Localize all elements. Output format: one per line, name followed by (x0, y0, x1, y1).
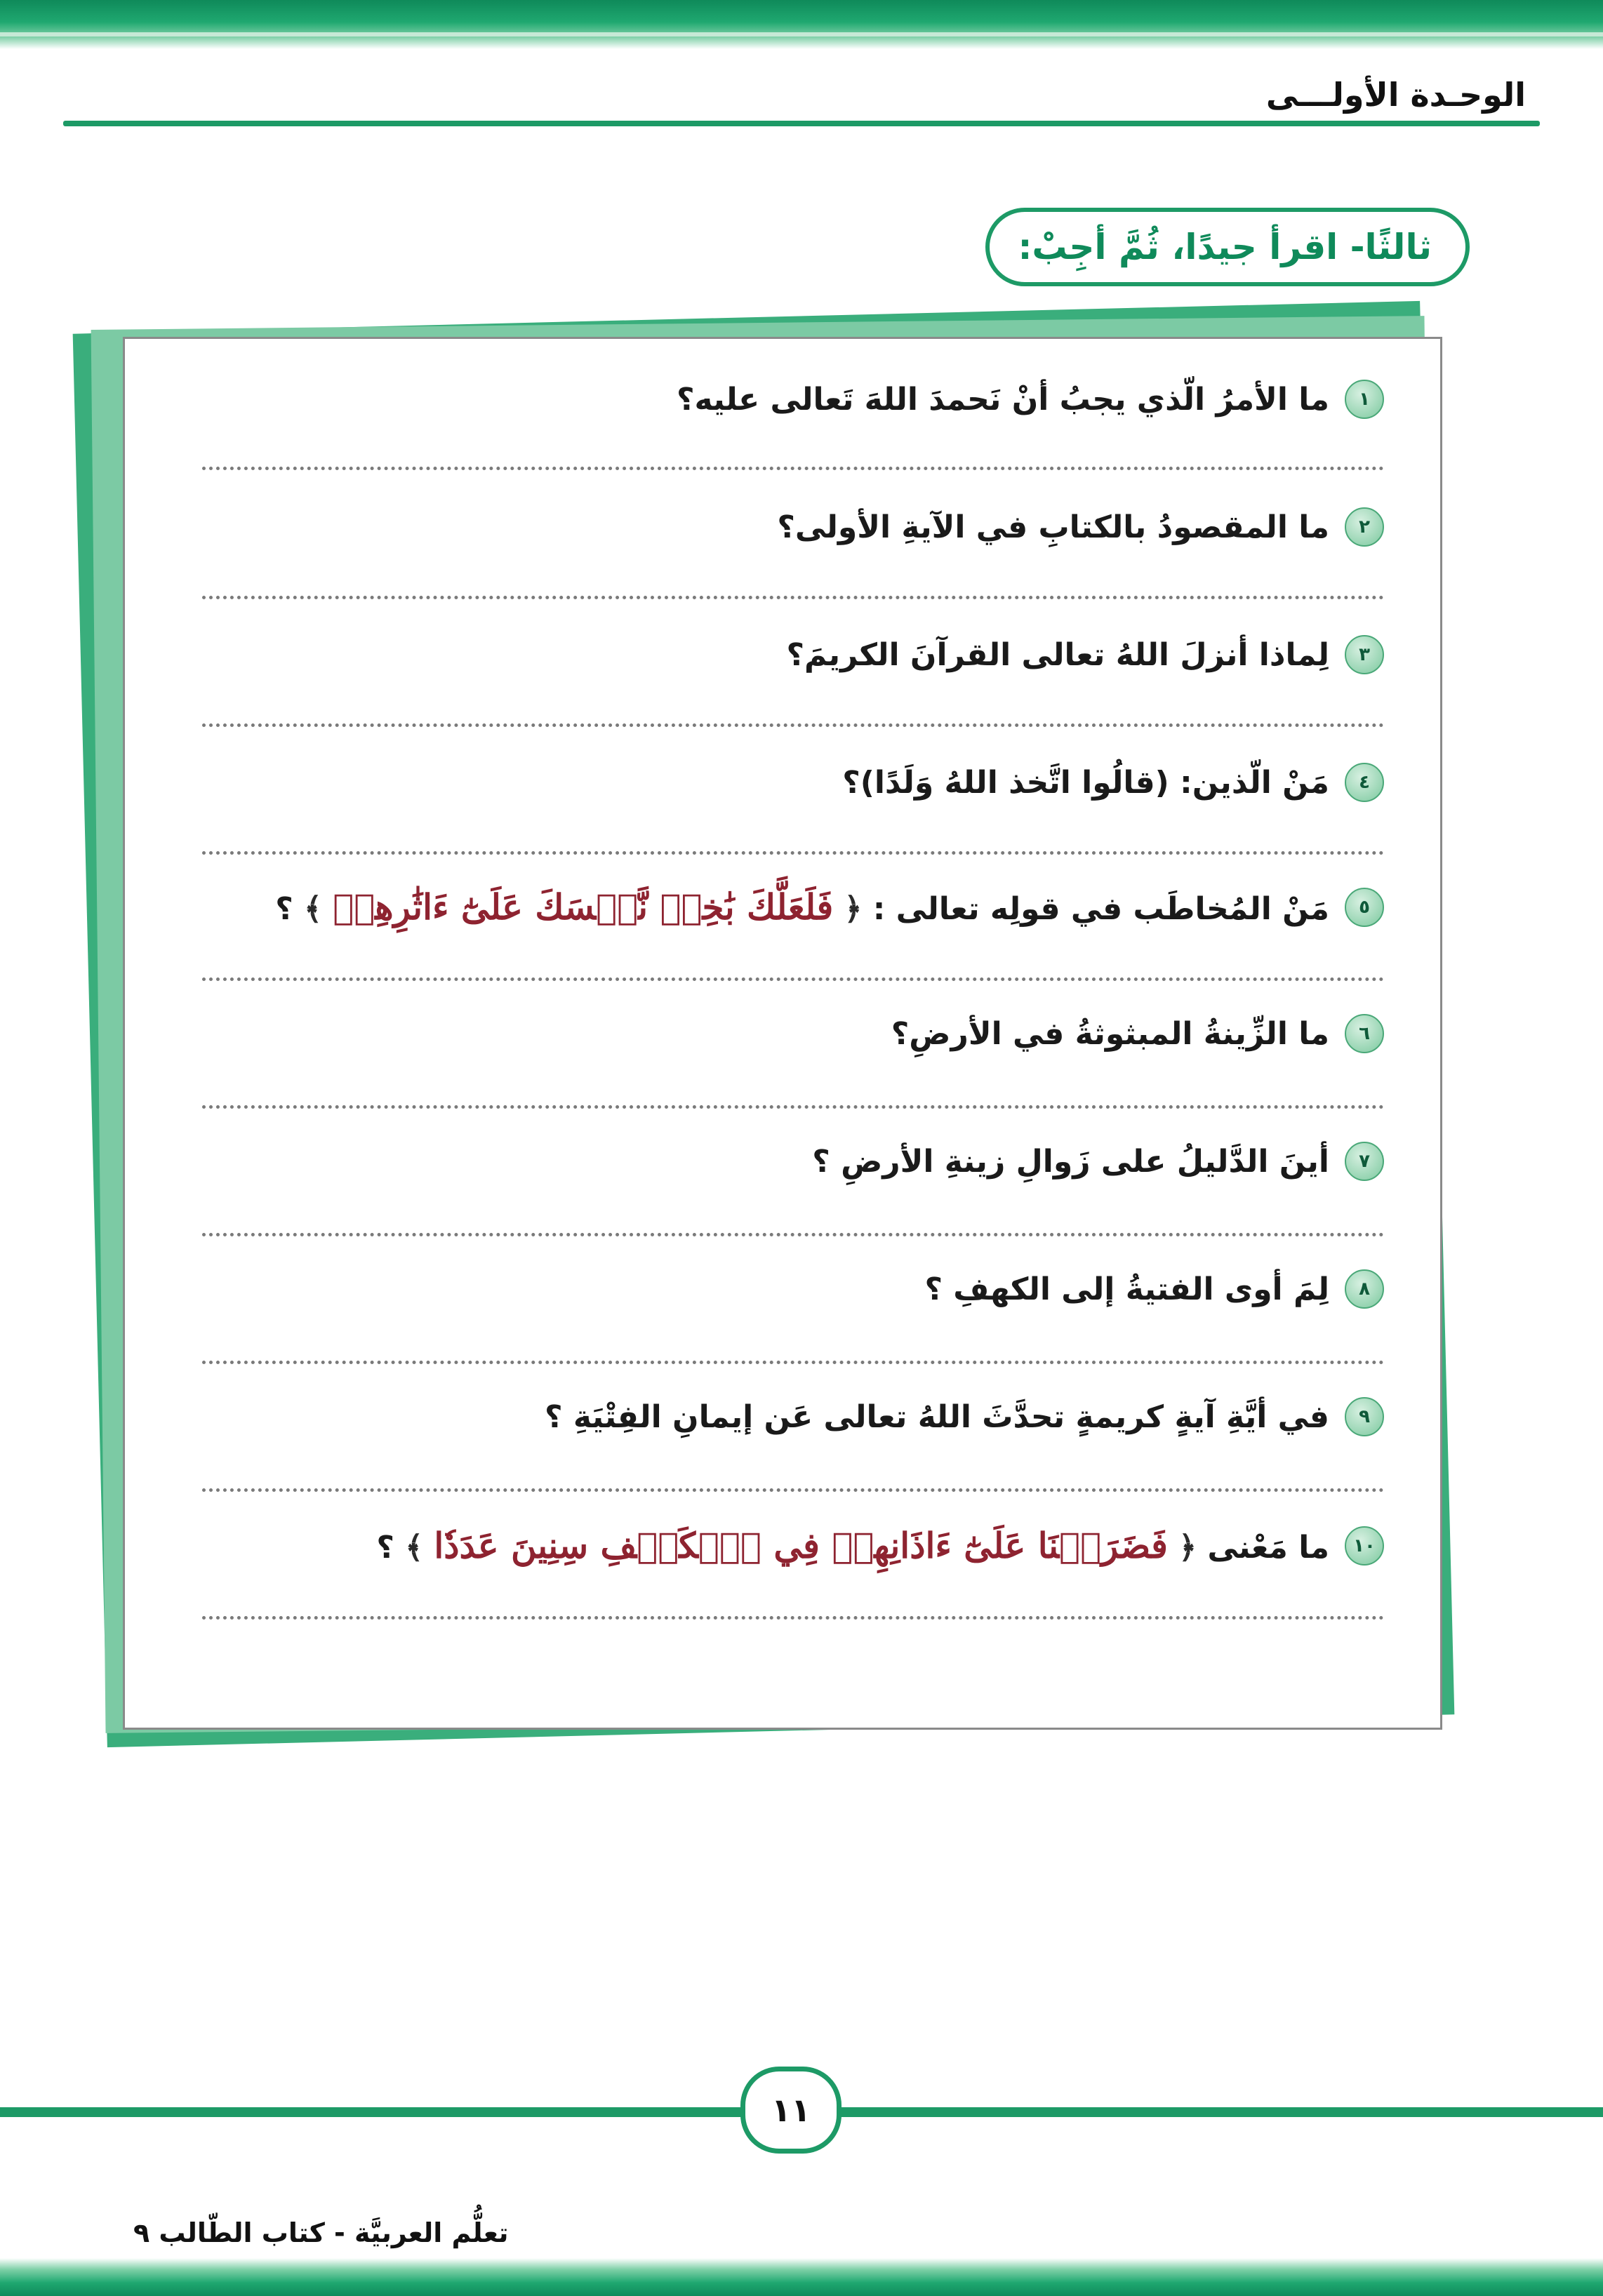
answer-line-4[interactable] (202, 851, 1384, 855)
question-text: أينَ الدَّليلُ على زَوالِ زينةِ الأرضِ ؟ (812, 1143, 1329, 1180)
quran-close-bracket-icon: ﴾ (304, 891, 322, 927)
question-number-badge: ٣ (1345, 635, 1384, 674)
question-mark: ؟ (376, 1530, 394, 1566)
question-4 (842, 763, 1384, 802)
question-text (275, 886, 1329, 928)
question-number-badge: ٤ (1345, 763, 1384, 802)
answer-line-8[interactable] (202, 1361, 1384, 1364)
question-9 (545, 1397, 1384, 1436)
questions-card (123, 337, 1442, 1730)
quran-verse: فَضَرَبۡنَا عَلَىٰٓ ءَاذَانِهِمۡ فِي ٱلۡكَهۡفِ سِنِينَ عَدَدٗا (434, 1525, 1168, 1566)
page-number-badge (740, 2067, 842, 2154)
bottom-decorative-band (0, 2258, 1603, 2296)
question-2 (777, 507, 1384, 547)
answer-line-7[interactable] (202, 1233, 1384, 1236)
header-divider (63, 121, 1540, 126)
question-number-badge: ٦ (1345, 1014, 1384, 1053)
question-text: ما الزِّينةُ المبثوثةُ في الأرضِ؟ (891, 1015, 1329, 1052)
question-text: ما الأمرُ الّذي يجبُ أنْ نَحمدَ اللهَ تَعالى عليه؟ (676, 381, 1329, 418)
question-text: ما المقصودُ بالكتابِ في الآيةِ الأولى؟ (777, 509, 1329, 545)
question-number-badge: ١٠ (1345, 1526, 1384, 1566)
question-7 (812, 1142, 1384, 1181)
answer-line-2[interactable] (202, 596, 1384, 599)
answer-line-1[interactable] (202, 467, 1384, 470)
question-mark: ؟ (275, 891, 293, 927)
quran-close-bracket-icon: ﴾ (405, 1530, 424, 1566)
question-text: لِماذا أنزلَ اللهُ تعالى القرآنَ الكريمَ؟ (786, 636, 1329, 673)
question-8 (924, 1269, 1384, 1309)
quran-open-bracket-icon: ﴿ (1178, 1530, 1197, 1566)
question-number-badge: ٥ (1345, 888, 1384, 927)
book-title: تعلُّم العربيَّة - كتاب الطّالب ٩ (133, 2217, 509, 2248)
top-decorative-band (0, 0, 1603, 49)
question-3 (786, 635, 1384, 674)
answer-line-3[interactable] (202, 723, 1384, 727)
quran-open-bracket-icon: ﴿ (844, 891, 863, 927)
section-heading-text: ثالثًا- اقرأ جيدًا، ثُمَّ أجِبْ: (1018, 227, 1432, 267)
answer-line-6[interactable] (202, 1105, 1384, 1109)
question-6 (891, 1014, 1384, 1053)
question-number-badge: ١ (1345, 380, 1384, 419)
question-number-badge: ٨ (1345, 1269, 1384, 1309)
question-1 (677, 380, 1384, 419)
question-number-badge: ٢ (1345, 507, 1384, 547)
answer-line-5[interactable] (202, 977, 1384, 981)
question-text (376, 1525, 1329, 1566)
question-text: لِمَ أوى الفتيةُ إلى الكهفِ ؟ (924, 1271, 1329, 1307)
unit-title: الوحـدة الأولـــى (1265, 76, 1526, 114)
question-text: في أيَّةِ آيةٍ كريمةٍ تحدَّثَ اللهُ تعالى عَن إيمانِ الفِتْيَةِ ؟ (544, 1399, 1329, 1435)
quran-verse: فَلَعَلَّكَ بَٰخِعٞ نَّفۡسَكَ عَلَىٰٓ ءَاثَٰرِهِمۡ (333, 886, 834, 928)
question-prompt: ما مَعْنى (1207, 1530, 1329, 1566)
question-text: مَنْ الّذين: (قالُوا اتَّخذ اللهُ وَلَدًا)؟ (842, 764, 1329, 801)
question-10 (376, 1525, 1384, 1566)
question-5 (275, 886, 1384, 928)
question-number-badge: ٩ (1345, 1397, 1384, 1436)
section-heading (985, 208, 1470, 286)
question-number-badge: ٧ (1345, 1142, 1384, 1181)
answer-line-9[interactable] (202, 1488, 1384, 1492)
answer-line-10[interactable] (202, 1616, 1384, 1620)
question-prompt: مَنْ المُخاطَب في قولِه تعالى : (872, 891, 1329, 927)
page-number: ١١ (771, 2091, 811, 2129)
